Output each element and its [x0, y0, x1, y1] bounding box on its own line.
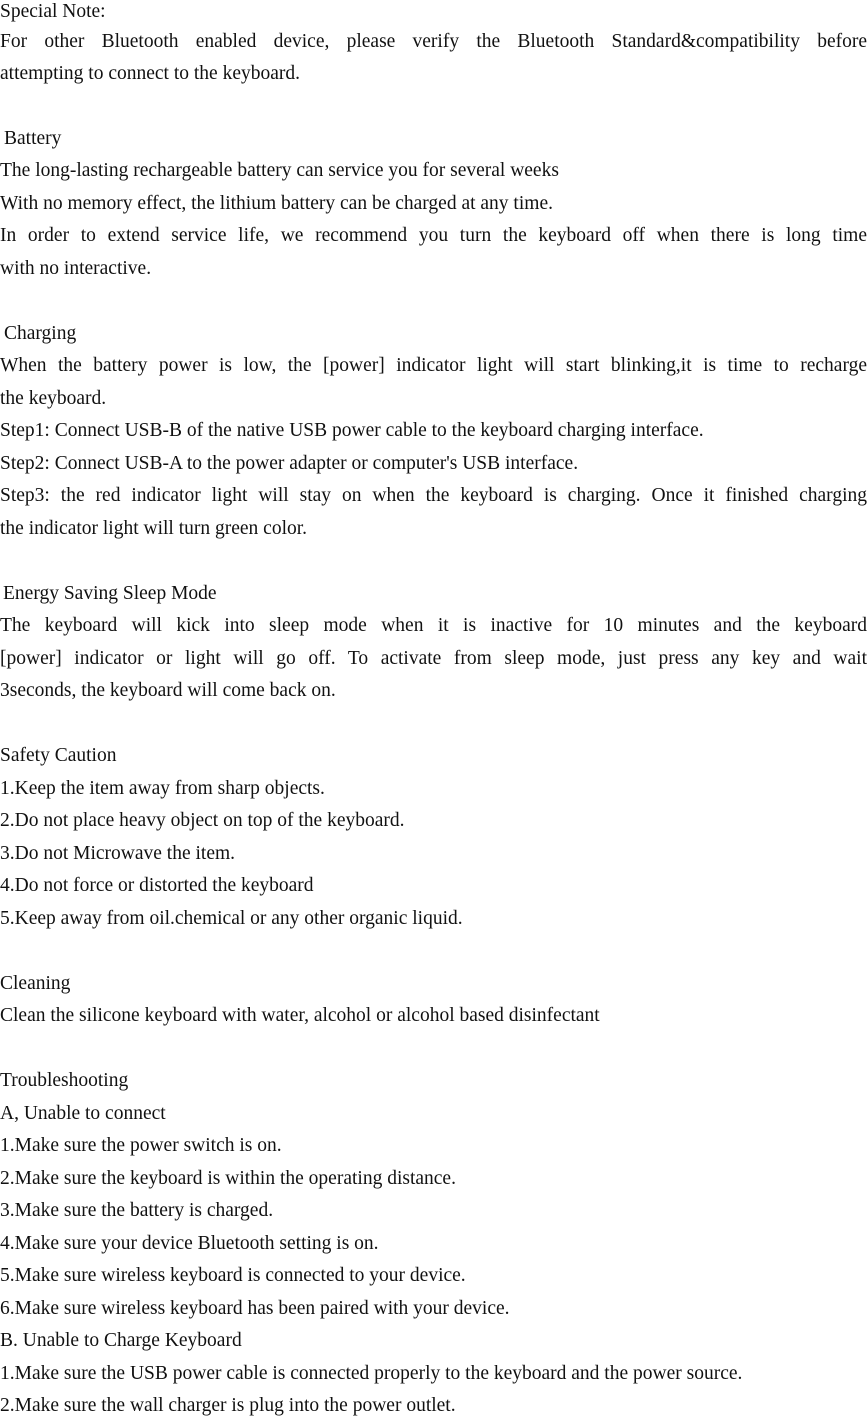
special-note-text-line1: For other Bluetooth enabled device, please verify the Bluetooth Standard&compatibility before	[0, 31, 867, 52]
troubleshooting-section-b: B. Unable to Charge Keyboard	[0, 1330, 242, 1351]
troubleshooting-a-item: 2.Make sure the keyboard is within the operating distance.	[0, 1168, 456, 1189]
troubleshooting-b-item: 1.Make sure the USB power cable is connected properly to the keyboard and the power source.	[0, 1363, 743, 1384]
troubleshooting-a-item: 5.Make sure wireless keyboard is connected to your device.	[0, 1265, 466, 1286]
battery-heading: Battery	[4, 128, 62, 149]
troubleshooting-b-item: 2.Make sure the wall charger is plug into the power outlet.	[0, 1395, 456, 1416]
sleep-mode-heading: Energy Saving Sleep Mode	[3, 583, 217, 604]
special-note-heading: Special Note:	[0, 1, 106, 22]
safety-item: 2.Do not place heavy object on top of the keyboard.	[0, 810, 405, 831]
cleaning-line1: Clean the silicone keyboard with water, alcohol or alcohol based disinfectant	[0, 1005, 600, 1026]
safety-item: 4.Do not force or distorted the keyboard	[0, 875, 314, 896]
troubleshooting-heading: Troubleshooting	[0, 1070, 129, 1091]
charging-step1: Step1: Connect USB-B of the native USB power cable to the keyboard charging interface.	[0, 420, 704, 441]
charging-line1a: When the battery power is low, the [power] indicator light will start blinking,it is time to recharge	[0, 355, 867, 376]
troubleshooting-a-item: 6.Make sure wireless keyboard has been paired with your device.	[0, 1298, 510, 1319]
charging-step3b: the indicator light will turn green color.	[0, 518, 308, 539]
sleep-mode-line3: 3seconds, the keyboard will come back on.	[0, 680, 336, 701]
battery-line3b: with no interactive.	[0, 258, 152, 279]
safety-item: 3.Do not Microwave the item.	[0, 843, 236, 864]
cleaning-heading: Cleaning	[0, 973, 71, 994]
battery-line3a: In order to extend service life, we recommend you turn the keyboard off when there is long time	[0, 225, 867, 246]
troubleshooting-a-item: 4.Make sure your device Bluetooth setting is on.	[0, 1233, 379, 1254]
battery-line2: With no memory effect, the lithium battery can be charged at any time.	[0, 193, 553, 214]
sleep-mode-line2: [power] indicator or light will go off. To activate from sleep mode, just press any key and wait	[0, 648, 867, 669]
battery-line1: The long-lasting rechargeable battery can service you for several weeks	[0, 160, 559, 181]
troubleshooting-section-a: A, Unable to connect	[0, 1103, 166, 1124]
troubleshooting-a-item: 1.Make sure the power switch is on.	[0, 1135, 282, 1156]
charging-heading: Charging	[4, 323, 77, 344]
charging-step2: Step2: Connect USB-A to the power adapter or computer's USB interface.	[0, 453, 579, 474]
charging-step3a: Step3: the red indicator light will stay on when the keyboard is charging. Once it finished charging	[0, 485, 867, 506]
safety-item: 5.Keep away from oil.chemical or any other organic liquid.	[0, 908, 463, 929]
sleep-mode-line1: The keyboard will kick into sleep mode when it is inactive for 10 minutes and the keyboard	[0, 615, 867, 636]
troubleshooting-a-item: 3.Make sure the battery is charged.	[0, 1200, 274, 1221]
charging-line1b: the keyboard.	[0, 388, 107, 409]
safety-heading: Safety Caution	[0, 745, 117, 766]
safety-item: 1.Keep the item away from sharp objects.	[0, 778, 325, 799]
special-note-text-line2: attempting to connect to the keyboard.	[0, 63, 300, 84]
